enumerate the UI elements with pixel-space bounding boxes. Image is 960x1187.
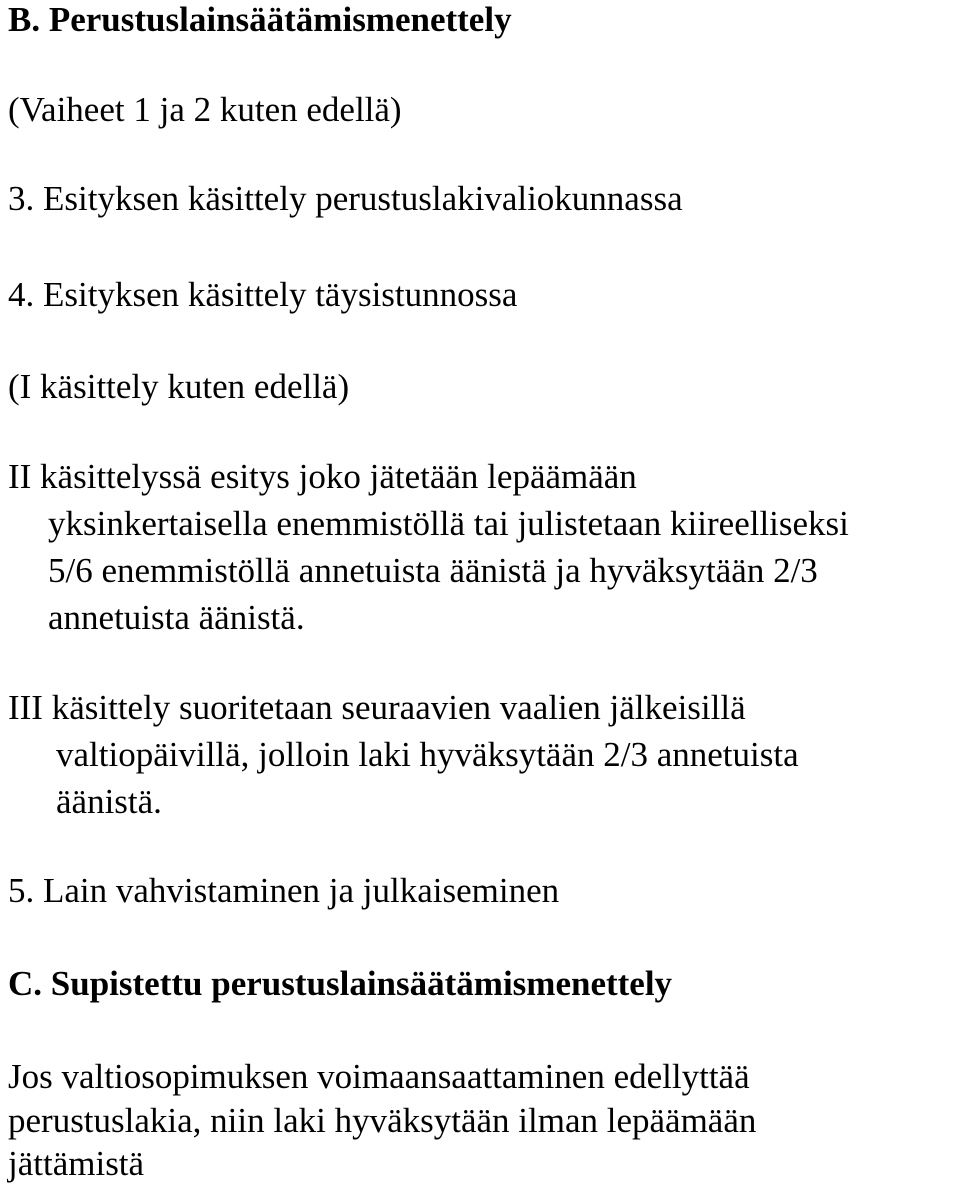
first-reading: (I käsittely kuten edellä) bbox=[8, 367, 350, 406]
third-reading-line-3: äänistä. bbox=[56, 782, 162, 821]
second-reading-line-4: annetuista äänistä. bbox=[48, 598, 305, 637]
third-reading-line-2: valtiopäivillä, jolloin laki hyväksytään 2/3 annetuista bbox=[56, 735, 799, 774]
second-reading-line-3: 5/6 enemmistöllä annetuista äänistä ja hyväksytään 2/3 bbox=[48, 551, 818, 590]
third-reading-line-1: III käsittely suoritetaan seuraavien vaalien jälkeisillä bbox=[8, 688, 746, 727]
section-b-title: B. Perustuslainsäätämismenettely bbox=[8, 0, 512, 39]
section-c-line-2: perustuslakia, niin laki hyväksytään ilman lepäämään bbox=[8, 1101, 757, 1140]
section-c-line-3: jättämistä bbox=[8, 1144, 145, 1183]
section-c-line-1: Jos valtiosopimuksen voimaansaattaminen edellyttää bbox=[8, 1057, 750, 1096]
step-3: 3. Esityksen käsittely perustuslakivaliokunnassa bbox=[8, 179, 683, 218]
second-reading-line-2: yksinkertaisella enemmistöllä tai julistetaan kiireelliseksi bbox=[48, 504, 849, 543]
step-4: 4. Esityksen käsittely täysistunnossa bbox=[8, 275, 518, 314]
phases-note: (Vaiheet 1 ja 2 kuten edellä) bbox=[8, 90, 402, 129]
step-5: 5. Lain vahvistaminen ja julkaiseminen bbox=[8, 871, 560, 910]
section-c-title: C. Supistettu perustuslainsäätämismenettely bbox=[8, 964, 673, 1003]
second-reading-line-1: II käsittelyssä esitys joko jätetään lepäämään bbox=[8, 457, 637, 496]
